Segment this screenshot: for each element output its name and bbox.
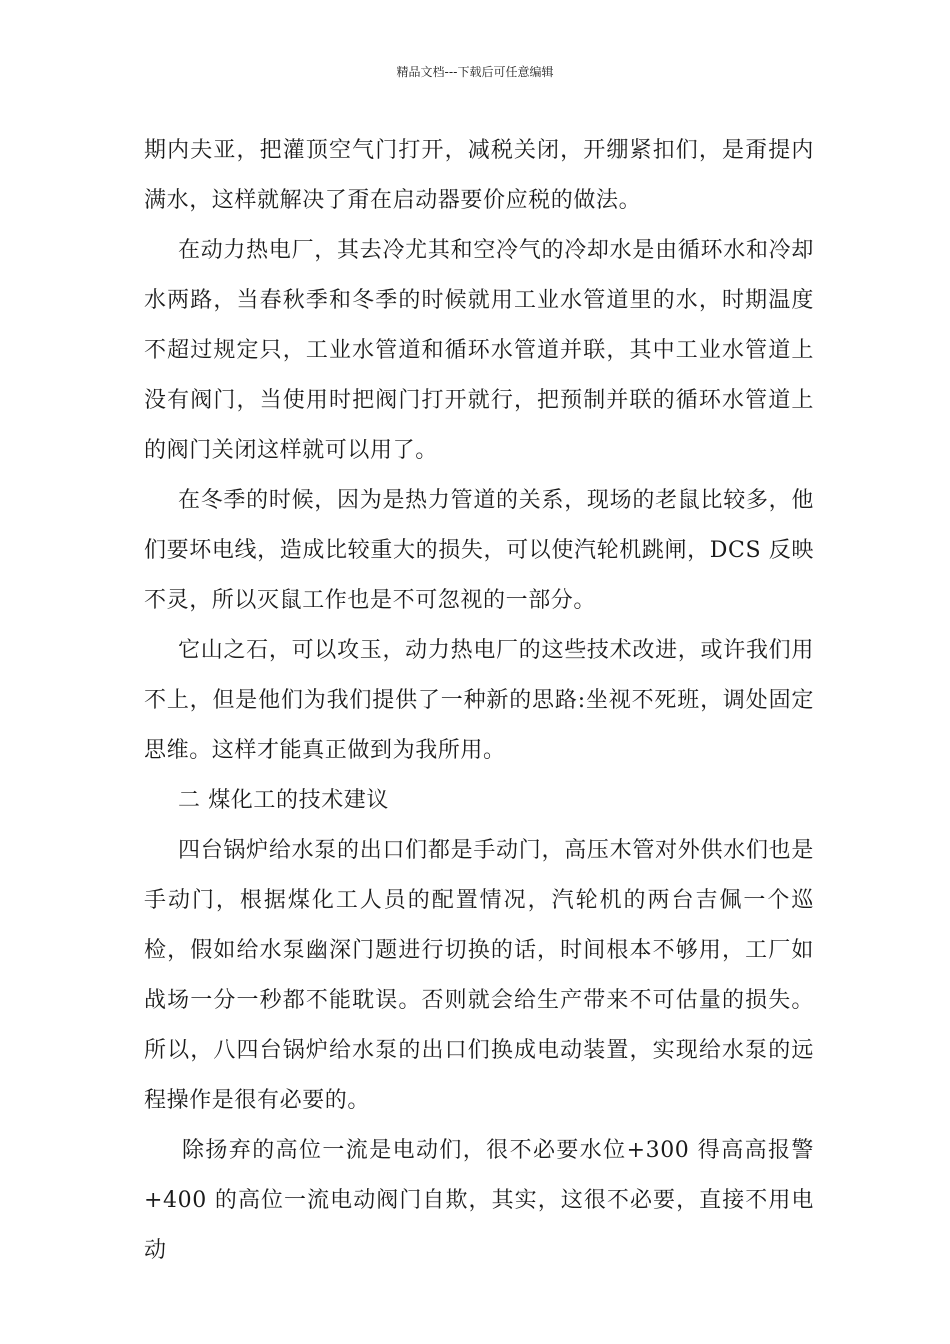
paragraph-3: 在冬季的时候，因为是热力管道的关系，现场的老鼠比较多，他们要坏电线，造成比较重大的损失，可以使汽轮机跳闸，DCS 反映不灵，所以灭鼠工作也是不可忽视的一部分。 bbox=[144, 488, 814, 613]
section-heading: 二 煤化工的技术建议 bbox=[178, 788, 389, 813]
paragraph-4: 它山之石，可以攻玉，动力热电厂的这些技术改进，或许我们用不上，但是他们为我们提供了一种新的思路:坐视不死班，调处固定思维。这样才能真正做到为我所用。 bbox=[144, 638, 814, 763]
page-header: 精品文档---下载后可任意编辑 bbox=[396, 65, 554, 79]
paragraph-1: 期内夫亚，把灌顶空气门打开，减税关闭，开绷紧扣们，是甭提内满水，这样就解决了甭在启动器要价应税的做法。 bbox=[144, 138, 814, 213]
paragraph-6: 除扬弃的高位一流是电动们，很不必要水位+300 得高高报警+400 的高位一流电动阀门自欺，其实，这很不必要，直接不用电动 bbox=[144, 1138, 814, 1263]
paragraph-5: 四台锅炉给水泵的出口们都是手动门，高压木管对外供水们也是手动门，根据煤化工人员的配置情况，汽轮机的两台吉佩一个巡检，假如给水泵幽深门题进行切换的话，时间根本不够用，工厂如战场一分一秒都不能耽误。否则就会给生产带来不可估量的损失。所以，八四台锅炉给水泵的出口们换成电动装置，实现给水泵的远程操作是很有必要的。 bbox=[144, 838, 814, 1113]
document-body bbox=[144, 126, 814, 1276]
paragraph-2: 在动力热电厂，其去冷尤其和空冷气的冷却水是由循环水和冷却水两路，当春秋季和冬季的时候就用工业水管道里的水，时期温度不超过规定只，工业水管道和循环水管道并联，其中工业水管道上没有阀门，当使用时把阀门打开就行，把预制并联的循环水管道上的阀门关闭这样就可以用了。 bbox=[144, 238, 814, 463]
